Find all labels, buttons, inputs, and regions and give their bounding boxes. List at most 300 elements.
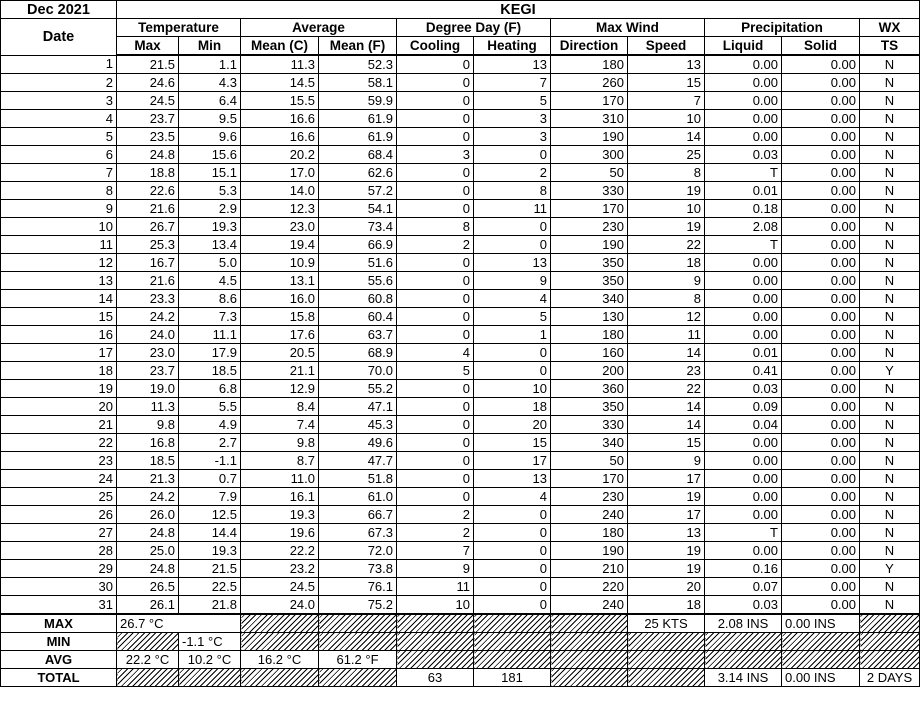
cell-wind-speed: 9 xyxy=(628,452,705,470)
cell-ts: N xyxy=(860,164,920,182)
cell-mean-c: 19.3 xyxy=(241,506,319,524)
cell-min-temp: 5.0 xyxy=(179,254,241,272)
cell-solid: 0.00 xyxy=(782,74,860,92)
cell-cooling: 0 xyxy=(397,290,474,308)
cell-cooling: 0 xyxy=(397,488,474,506)
cell-min-temp: 0.7 xyxy=(179,470,241,488)
cell-heating: 3 xyxy=(474,128,551,146)
cell-liquid: 0.00 xyxy=(705,254,782,272)
cell-cooling: 0 xyxy=(397,128,474,146)
cell-mean-f: 67.3 xyxy=(319,524,397,542)
cell-solid: 0.00 xyxy=(782,326,860,344)
cell-mean-f: 47.7 xyxy=(319,452,397,470)
cell-min-temp: 1.1 xyxy=(179,55,241,74)
cell-ts: N xyxy=(860,308,920,326)
table-row xyxy=(1,506,920,524)
cell-solid: 0.00 xyxy=(782,524,860,542)
cell-cooling: 2 xyxy=(397,524,474,542)
cell-liquid: 0.16 xyxy=(705,560,782,578)
cell-liquid: 0.04 xyxy=(705,416,782,434)
cell-min-temp: 7.3 xyxy=(179,308,241,326)
cell-min-temp: 2.7 xyxy=(179,434,241,452)
cell-ts: N xyxy=(860,326,920,344)
cell-min-temp: 12.5 xyxy=(179,506,241,524)
cell-wind-direction: 190 xyxy=(551,236,628,254)
cell-wind-speed: 8 xyxy=(628,164,705,182)
cell-max-temp: 16.8 xyxy=(117,434,179,452)
cell-liquid: 0.00 xyxy=(705,488,782,506)
cell-wind-speed: 19 xyxy=(628,182,705,200)
table-row xyxy=(1,470,920,488)
cell-wind-direction: 210 xyxy=(551,560,628,578)
cell-ts: N xyxy=(860,128,920,146)
summary-row-total xyxy=(1,669,920,687)
cell-solid: 0.00 xyxy=(782,110,860,128)
cell-mean-c: 19.6 xyxy=(241,524,319,542)
cell-max-temp: 21.5 xyxy=(117,55,179,74)
cell-ts: N xyxy=(860,542,920,560)
cell-mean-f: 45.3 xyxy=(319,416,397,434)
cell-heating: 17 xyxy=(474,452,551,470)
cell-cooling: 5 xyxy=(397,362,474,380)
hatched-cell xyxy=(117,669,179,687)
cell-heating: 0 xyxy=(474,596,551,615)
table-row xyxy=(1,596,920,615)
cell-wind-direction: 360 xyxy=(551,380,628,398)
cell-cooling: 10 xyxy=(397,596,474,615)
cell-ts: N xyxy=(860,434,920,452)
cell-cooling: 0 xyxy=(397,110,474,128)
cell-cooling: 9 xyxy=(397,560,474,578)
cell-mean-f: 61.0 xyxy=(319,488,397,506)
header-row-3 xyxy=(1,37,920,56)
cell-solid: 0.00 xyxy=(782,164,860,182)
cell-cooling: 0 xyxy=(397,452,474,470)
cell-wind-speed: 14 xyxy=(628,344,705,362)
cell-mean-f: 58.1 xyxy=(319,74,397,92)
cell-max-temp: 18.5 xyxy=(117,452,179,470)
cell-mean-f: 51.6 xyxy=(319,254,397,272)
cell-date: 3 xyxy=(1,92,117,110)
cell-wind-direction: 200 xyxy=(551,362,628,380)
cell-min-temp: 15.1 xyxy=(179,164,241,182)
summary-label: TOTAL xyxy=(1,669,117,687)
cell-date: 17 xyxy=(1,344,117,362)
cell-wind-direction: 50 xyxy=(551,164,628,182)
cell-max-temp: 21.6 xyxy=(117,200,179,218)
cell-mean-f: 60.8 xyxy=(319,290,397,308)
summary-avg-mean-c: 16.2 °C xyxy=(241,651,319,669)
cell-wind-speed: 19 xyxy=(628,218,705,236)
cell-date: 4 xyxy=(1,110,117,128)
cell-mean-c: 7.4 xyxy=(241,416,319,434)
cell-mean-f: 70.0 xyxy=(319,362,397,380)
cell-liquid: 0.03 xyxy=(705,146,782,164)
cell-max-temp: 24.2 xyxy=(117,308,179,326)
cell-wind-speed: 14 xyxy=(628,416,705,434)
cell-wind-speed: 19 xyxy=(628,488,705,506)
cell-cooling: 0 xyxy=(397,92,474,110)
cell-cooling: 3 xyxy=(397,146,474,164)
cell-max-temp: 26.5 xyxy=(117,578,179,596)
hatched-cell xyxy=(179,669,241,687)
cell-mean-f: 55.2 xyxy=(319,380,397,398)
cell-mean-c: 13.1 xyxy=(241,272,319,290)
cell-wind-speed: 8 xyxy=(628,290,705,308)
cell-solid: 0.00 xyxy=(782,416,860,434)
summary-avg-mean-f: 61.2 °F xyxy=(319,651,397,669)
col-max-header: Max xyxy=(117,37,179,56)
header-row-2 xyxy=(1,19,920,37)
cell-max-temp: 22.6 xyxy=(117,182,179,200)
cell-ts: N xyxy=(860,55,920,74)
cell-min-temp: 17.9 xyxy=(179,344,241,362)
table-row xyxy=(1,362,920,380)
table-row xyxy=(1,128,920,146)
cell-solid: 0.00 xyxy=(782,200,860,218)
cell-wind-speed: 13 xyxy=(628,524,705,542)
cell-cooling: 0 xyxy=(397,272,474,290)
cell-max-temp: 24.6 xyxy=(117,74,179,92)
table-row xyxy=(1,272,920,290)
temperature-group-header: Temperature xyxy=(117,19,241,37)
cell-ts: Y xyxy=(860,362,920,380)
cell-max-temp: 11.3 xyxy=(117,398,179,416)
cell-cooling: 0 xyxy=(397,434,474,452)
cell-liquid: 0.00 xyxy=(705,542,782,560)
cell-heating: 7 xyxy=(474,74,551,92)
cell-liquid: 0.09 xyxy=(705,398,782,416)
table-row xyxy=(1,200,920,218)
cell-solid: 0.00 xyxy=(782,596,860,615)
cell-wind-speed: 15 xyxy=(628,434,705,452)
cell-solid: 0.00 xyxy=(782,452,860,470)
cell-wind-direction: 330 xyxy=(551,416,628,434)
hatched-cell xyxy=(474,633,551,651)
cell-date: 9 xyxy=(1,200,117,218)
table-row xyxy=(1,326,920,344)
cell-mean-f: 59.9 xyxy=(319,92,397,110)
hatched-cell xyxy=(397,651,474,669)
cell-liquid: 0.01 xyxy=(705,344,782,362)
cell-heating: 1 xyxy=(474,326,551,344)
cell-heating: 5 xyxy=(474,308,551,326)
cell-solid: 0.00 xyxy=(782,236,860,254)
cell-ts: N xyxy=(860,380,920,398)
col-mean-c-header: Mean (C) xyxy=(241,37,319,56)
cell-mean-f: 73.4 xyxy=(319,218,397,236)
cell-date: 18 xyxy=(1,362,117,380)
hatched-cell xyxy=(319,614,397,633)
hatched-cell xyxy=(551,633,628,651)
cell-mean-f: 61.9 xyxy=(319,128,397,146)
cell-solid: 0.00 xyxy=(782,380,860,398)
cell-liquid: 0.00 xyxy=(705,452,782,470)
cell-wind-direction: 50 xyxy=(551,452,628,470)
summary-avg-min-temp: 10.2 °C xyxy=(179,651,241,669)
col-ts-header: TS xyxy=(860,37,920,56)
cell-solid: 0.00 xyxy=(782,290,860,308)
cell-cooling: 0 xyxy=(397,326,474,344)
cell-date: 26 xyxy=(1,506,117,524)
summary-label: MIN xyxy=(1,633,117,651)
cell-ts: N xyxy=(860,182,920,200)
table-row xyxy=(1,560,920,578)
cell-solid: 0.00 xyxy=(782,146,860,164)
col-liquid-header: Liquid xyxy=(705,37,782,56)
cell-max-temp: 9.8 xyxy=(117,416,179,434)
cell-date: 31 xyxy=(1,596,117,615)
cell-solid: 0.00 xyxy=(782,218,860,236)
hatched-cell xyxy=(860,614,920,633)
cell-ts: N xyxy=(860,470,920,488)
cell-min-temp: 4.5 xyxy=(179,272,241,290)
cell-max-temp: 25.0 xyxy=(117,542,179,560)
hatched-cell xyxy=(860,651,920,669)
degree-day-group-header: Degree Day (F) xyxy=(397,19,551,37)
cell-mean-c: 12.9 xyxy=(241,380,319,398)
cell-liquid: 0.18 xyxy=(705,200,782,218)
summary-max-temp: 26.7 °C xyxy=(117,614,241,633)
cell-wind-speed: 11 xyxy=(628,326,705,344)
cell-max-temp: 24.0 xyxy=(117,326,179,344)
cell-max-temp: 23.5 xyxy=(117,128,179,146)
table-row xyxy=(1,236,920,254)
summary-total-cooling: 63 xyxy=(397,669,474,687)
cell-liquid: 0.00 xyxy=(705,290,782,308)
summary-total-heating: 181 xyxy=(474,669,551,687)
cell-date: 14 xyxy=(1,290,117,308)
cell-heating: 13 xyxy=(474,470,551,488)
cell-max-temp: 24.8 xyxy=(117,524,179,542)
max-wind-group-header: Max Wind xyxy=(551,19,705,37)
cell-heating: 15 xyxy=(474,434,551,452)
cell-cooling: 0 xyxy=(397,470,474,488)
cell-solid: 0.00 xyxy=(782,182,860,200)
cell-max-temp: 24.8 xyxy=(117,146,179,164)
cell-cooling: 0 xyxy=(397,182,474,200)
cell-mean-f: 49.6 xyxy=(319,434,397,452)
cell-mean-f: 76.1 xyxy=(319,578,397,596)
cell-wind-direction: 340 xyxy=(551,434,628,452)
cell-liquid: T xyxy=(705,524,782,542)
cell-max-temp: 26.1 xyxy=(117,596,179,615)
table-row xyxy=(1,452,920,470)
cell-min-temp: 11.1 xyxy=(179,326,241,344)
hatched-cell xyxy=(319,669,397,687)
cell-cooling: 0 xyxy=(397,164,474,182)
cell-liquid: 2.08 xyxy=(705,218,782,236)
cell-solid: 0.00 xyxy=(782,55,860,74)
cell-cooling: 4 xyxy=(397,344,474,362)
cell-min-temp: 9.5 xyxy=(179,110,241,128)
cell-liquid: 0.00 xyxy=(705,434,782,452)
cell-wind-direction: 240 xyxy=(551,596,628,615)
cell-heating: 3 xyxy=(474,110,551,128)
cell-heating: 0 xyxy=(474,218,551,236)
cell-wind-speed: 15 xyxy=(628,74,705,92)
cell-solid: 0.00 xyxy=(782,578,860,596)
cell-cooling: 0 xyxy=(397,200,474,218)
cell-mean-c: 20.2 xyxy=(241,146,319,164)
cell-mean-f: 62.6 xyxy=(319,164,397,182)
cell-liquid: 0.01 xyxy=(705,182,782,200)
cell-max-temp: 24.5 xyxy=(117,92,179,110)
cell-max-temp: 23.0 xyxy=(117,344,179,362)
cell-wind-direction: 230 xyxy=(551,488,628,506)
cell-liquid: 0.00 xyxy=(705,308,782,326)
cell-min-temp: 2.9 xyxy=(179,200,241,218)
table-row xyxy=(1,524,920,542)
cell-wind-direction: 340 xyxy=(551,290,628,308)
cell-ts: Y xyxy=(860,560,920,578)
col-mean-f-header: Mean (F) xyxy=(319,37,397,56)
cell-heating: 0 xyxy=(474,542,551,560)
cell-date: 24 xyxy=(1,470,117,488)
cell-mean-c: 15.8 xyxy=(241,308,319,326)
cell-solid: 0.00 xyxy=(782,254,860,272)
cell-min-temp: 5.3 xyxy=(179,182,241,200)
cell-date: 6 xyxy=(1,146,117,164)
summary-min-temp: -1.1 °C xyxy=(179,633,241,651)
hatched-cell xyxy=(782,651,860,669)
summary-label: AVG xyxy=(1,651,117,669)
summary-row-max xyxy=(1,614,920,633)
cell-mean-c: 11.3 xyxy=(241,55,319,74)
cell-mean-f: 72.0 xyxy=(319,542,397,560)
month-label: Dec 2021 xyxy=(1,1,117,19)
cell-heating: 18 xyxy=(474,398,551,416)
cell-mean-c: 24.0 xyxy=(241,596,319,615)
cell-min-temp: 6.8 xyxy=(179,380,241,398)
hatched-cell xyxy=(705,651,782,669)
cell-wind-direction: 260 xyxy=(551,74,628,92)
cell-mean-c: 17.6 xyxy=(241,326,319,344)
cell-cooling: 0 xyxy=(397,254,474,272)
cell-mean-c: 23.0 xyxy=(241,218,319,236)
cell-date: 12 xyxy=(1,254,117,272)
cell-solid: 0.00 xyxy=(782,92,860,110)
average-group-header: Average xyxy=(241,19,397,37)
cell-mean-f: 52.3 xyxy=(319,55,397,74)
cell-mean-f: 68.9 xyxy=(319,344,397,362)
cell-cooling: 11 xyxy=(397,578,474,596)
cell-heating: 10 xyxy=(474,380,551,398)
hatched-cell xyxy=(551,669,628,687)
cell-cooling: 0 xyxy=(397,74,474,92)
cell-ts: N xyxy=(860,110,920,128)
cell-liquid: 0.00 xyxy=(705,506,782,524)
cell-heating: 0 xyxy=(474,362,551,380)
cell-wind-direction: 170 xyxy=(551,200,628,218)
cell-liquid: 0.00 xyxy=(705,92,782,110)
cell-wind-direction: 350 xyxy=(551,272,628,290)
cell-heating: 8 xyxy=(474,182,551,200)
cell-min-temp: 8.6 xyxy=(179,290,241,308)
cell-mean-c: 20.5 xyxy=(241,344,319,362)
hatched-cell xyxy=(241,614,319,633)
table-row xyxy=(1,218,920,236)
cell-liquid: 0.00 xyxy=(705,74,782,92)
cell-mean-c: 17.0 xyxy=(241,164,319,182)
cell-max-temp: 23.7 xyxy=(117,362,179,380)
cell-wind-direction: 160 xyxy=(551,344,628,362)
cell-wind-direction: 220 xyxy=(551,578,628,596)
cell-mean-f: 47.1 xyxy=(319,398,397,416)
hatched-cell xyxy=(860,633,920,651)
cell-ts: N xyxy=(860,452,920,470)
table-row xyxy=(1,146,920,164)
cell-ts: N xyxy=(860,218,920,236)
cell-mean-c: 22.2 xyxy=(241,542,319,560)
cell-mean-c: 8.4 xyxy=(241,398,319,416)
col-min-header: Min xyxy=(179,37,241,56)
table-row xyxy=(1,290,920,308)
cell-liquid: T xyxy=(705,236,782,254)
cell-ts: N xyxy=(860,290,920,308)
cell-wind-direction: 350 xyxy=(551,398,628,416)
cell-date: 30 xyxy=(1,578,117,596)
summary-total-solid: 0.00 INS xyxy=(782,669,860,687)
cell-min-temp: 9.6 xyxy=(179,128,241,146)
cell-date: 29 xyxy=(1,560,117,578)
cell-max-temp: 21.3 xyxy=(117,470,179,488)
cell-date: 23 xyxy=(1,452,117,470)
cell-max-temp: 25.3 xyxy=(117,236,179,254)
cell-heating: 13 xyxy=(474,55,551,74)
summary-label: MAX xyxy=(1,614,117,633)
cell-wind-direction: 180 xyxy=(551,55,628,74)
table-row xyxy=(1,182,920,200)
cell-date: 7 xyxy=(1,164,117,182)
cell-max-temp: 19.0 xyxy=(117,380,179,398)
cell-cooling: 2 xyxy=(397,236,474,254)
cell-wind-direction: 170 xyxy=(551,470,628,488)
cell-mean-c: 16.6 xyxy=(241,110,319,128)
cell-heating: 0 xyxy=(474,560,551,578)
cell-min-temp: 6.4 xyxy=(179,92,241,110)
hatched-cell xyxy=(397,633,474,651)
cell-ts: N xyxy=(860,578,920,596)
cell-mean-c: 16.0 xyxy=(241,290,319,308)
cell-mean-c: 16.6 xyxy=(241,128,319,146)
cell-liquid: 0.03 xyxy=(705,380,782,398)
hatched-cell xyxy=(551,651,628,669)
cell-liquid: 0.03 xyxy=(705,596,782,615)
cell-date: 10 xyxy=(1,218,117,236)
cell-mean-f: 61.9 xyxy=(319,110,397,128)
cell-ts: N xyxy=(860,524,920,542)
cell-solid: 0.00 xyxy=(782,560,860,578)
cell-max-temp: 21.6 xyxy=(117,272,179,290)
cell-ts: N xyxy=(860,488,920,506)
cell-ts: N xyxy=(860,236,920,254)
cell-mean-c: 21.1 xyxy=(241,362,319,380)
cell-wind-speed: 22 xyxy=(628,380,705,398)
cell-solid: 0.00 xyxy=(782,470,860,488)
cell-date: 20 xyxy=(1,398,117,416)
cell-mean-c: 8.7 xyxy=(241,452,319,470)
cell-wind-direction: 130 xyxy=(551,308,628,326)
hatched-cell xyxy=(241,669,319,687)
cell-mean-f: 57.2 xyxy=(319,182,397,200)
cell-solid: 0.00 xyxy=(782,344,860,362)
cell-mean-f: 63.7 xyxy=(319,326,397,344)
cell-solid: 0.00 xyxy=(782,362,860,380)
cell-min-temp: 19.3 xyxy=(179,218,241,236)
cell-wind-speed: 9 xyxy=(628,272,705,290)
cell-ts: N xyxy=(860,506,920,524)
